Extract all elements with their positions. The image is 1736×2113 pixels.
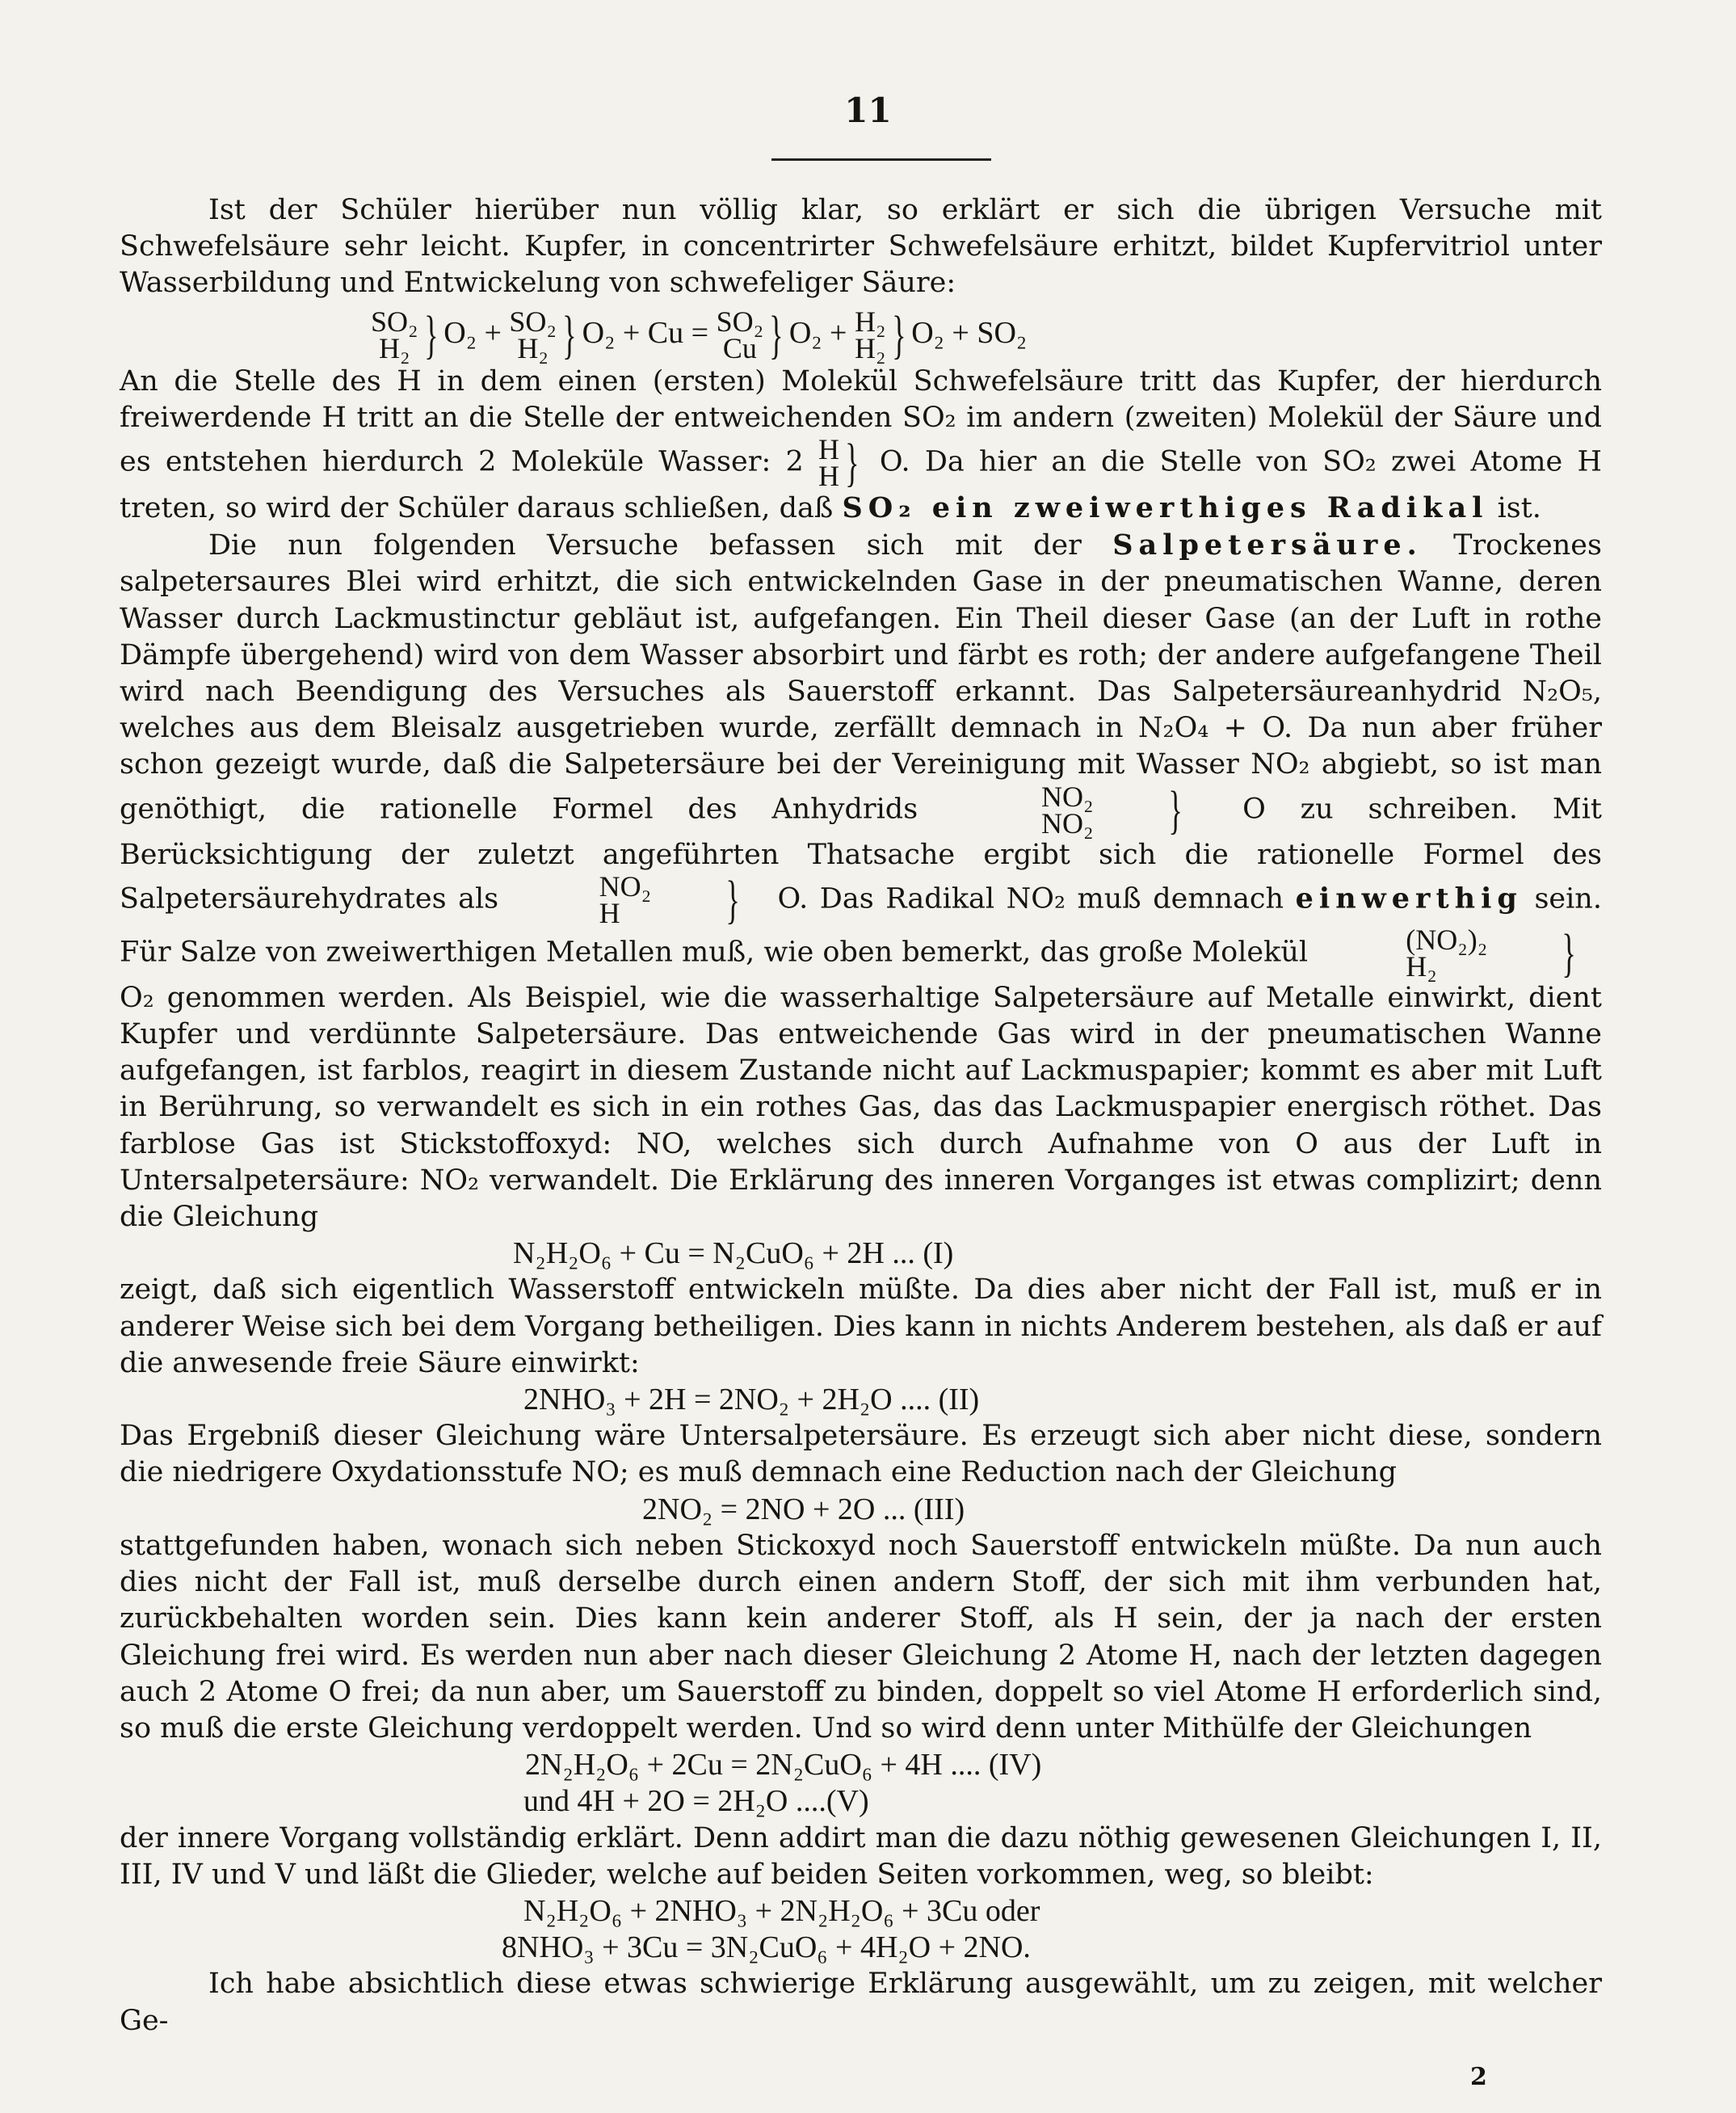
brace-icon: } <box>423 305 439 364</box>
equation-IV: 2N₂H₂O₆ + 2Cu = 2N₂CuO₆ + 4H .... (IV) <box>525 1748 1042 1783</box>
equation-sum-1: N₂H₂O₆ + 2NHO₃ + 2N₂H₂O₆ + 3Cu oder <box>523 1893 1040 1928</box>
formula-term-2: SO₂ H₂ <box>509 305 557 364</box>
brace-icon: } <box>725 869 741 929</box>
paragraph-nitric-acid: Die nun folgenden Versuche befassen sich mit der Salpetersäure. Trockenes salpetersaures Blei wird erhitzt, die sich entwickelnden Gase in der pneumatischen Wanne, deren Wasser durch Lackmustinctur gebläut ist, aufgefangen. Ein Theil dieser Gase (an der Luft in rothe Dämpfe übergehend) wird von dem Wasser absorbirt und färbt es roth; der andere aufgefangene Theil wird nach Beendigung des Versuches als Sauerstoff erkannt. Das Salpetersäureanhydrid N₂O₅, welches aus dem Bleisalz ausgetrieben wurde, zerfällt demnach in N₂O₄ + O. Da nun aber früher schon gezeigt wurde, daß die Salpetersäure bei der Vereinigung mit Wasser NO₂ abgiebt, so ist man genöthigt, die rationelle Formel des Anhydrids NO₂ NO₂ } O zu schreiben. Mit Berücksichtigung der zuletzt angeführten Thatsache ergibt sich die rationelle Formel des Salpetersäurehydrates als NO₂ H } O. Das Radikal NO₂ muß demnach einwerthig sein. Für Salze von zweiwerthigen Metallen muß, wie oben bemerkt, das große Molekül (NO₂)₂ H₂ } O₂ genommen werden. Als Beispiel, wie die wasserhaltige Salpetersäure auf Metalle einwirkt, dient Kupfer und verdünnte Salpetersäure. Das entweichende Gas wird in der pneumatischen Wanne aufgefangen, ist farblos, reagirt in diesem Zustande nicht auf Lackmuspapier; kommt es aber mit Luft in Berührung, so verwandelt es sich in ein rothes Gas, das das Lackmuspapier energisch röthet. Das farblose Gas ist Stickstoffoxyd: NO, welches sich durch Aufnahme von O aus der Luft in Untersalpetersäure: NO₂ verwandelt. Die Erklärung des inneren Vorganges ist etwas complizirt; denn die Gleichung <box>120 528 1602 1234</box>
formula-big-molecule: (NO₂)₂ H₂ <box>1406 923 1488 983</box>
paragraph-reduction: stattgefunden haben, wonach sich neben Stickoxyd noch Sauerstoff entwickeln müßte. Da nun auch dies nicht der Fall ist, muß derselbe durch einen andern Stoff, der sich mit ihm verbunden hat, zurückbehalten worden sein. Dies kann kein anderer Stoff, als H sein, der ja nach der ersten Gleichung frei wird. Es werden nun aber nach dieser Gleichung 2 Atome H, nach der letzten dagegen auch 2 Atome O frei; da nun aber, um Sauerstoff zu binden, doppelt so viel Atome H erforderlich sind, so muß die erste Gleichung verdoppelt werden. Und so wird denn unter Mithülfe der Gleichungen <box>120 1529 1602 1745</box>
paragraph-result: Das Ergebniß dieser Gleichung wäre Untersalpetersäure. Es erzeugt sich aber nicht diese, sondern die niedrigere Oxydationsstufe NO; es muß demnach eine Reduction nach der Gleichung <box>120 1420 1602 1489</box>
formula-term-1: SO₂ H₂ <box>371 305 418 364</box>
paragraph-closing: Ich habe absichtlich diese etwas schwierige Erklärung ausgewählt, um zu zeigen, mit welcher Ge- <box>120 1968 1602 2037</box>
formula-water: H H <box>818 433 839 493</box>
page-number: 11 <box>844 90 892 130</box>
paragraph-copper-explanation: An die Stelle des H in dem einen (ersten) Molekül Schwefelsäure tritt das Kupfer, der hierdurch freiwerdende H tritt an die Stelle der entweichenden SO₂ im andern (zweiten) Molekül der Säure und es entstehen hierdurch 2 Moleküle Wasser: 2 H H } O. Da hier an die Stelle von SO₂ zwei Atome H treten, so wird der Schüler daraus schließen, daß SO₂ ein zweiwerthiges Radikal ist. <box>120 364 1602 525</box>
formula-anhydride: NO₂ NO₂ <box>1041 780 1094 840</box>
equation-I: N₂H₂O₆ + Cu = N₂CuO₆ + 2H ... (I) <box>513 1236 954 1271</box>
formula-term-4: H₂ H₂ <box>854 305 886 364</box>
paragraph-sulfuric-intro: Ist der Schüler hierüber nun völlig klar, so erklärt er sich die übrigen Versuche mit Schwefelsäure sehr leicht. Kupfer, in concentrirter Schwefelsäure erhitzt, bildet Kupfervitriol unter Wasserbildung und Entwickelung von schwefeliger Säure: <box>120 194 1602 300</box>
paragraph-summary: der innere Vorgang vollständig erklärt. Denn addirt man die dazu nöthig gewesenen Gleichungen I, II, III, IV und V und läßt die Glieder, welche auf beiden Seiten vorkommen, weg, so bleibt: <box>120 1821 1602 1891</box>
equation-copper-sulfuric: SO₂ H₂ } O₂ + SO₂ H₂ } O₂ + Cu = SO₂ Cu } O₂ + H₂ H₂ } O₂ + SO₂ <box>371 305 1028 364</box>
signature-mark: 2 <box>1470 2063 1487 2091</box>
equation-II: 2NHO₃ + 2H = 2NO₂ + 2H₂O .... (II) <box>523 1383 980 1417</box>
brace-icon: } <box>1562 923 1577 983</box>
equation-III: 2NO₂ = 2NO + 2O ... (III) <box>642 1492 965 1526</box>
brace-icon: } <box>845 433 860 493</box>
page-body <box>120 192 1602 2039</box>
equation-V: und 4H + 2O = 2H₂O ....(V) <box>523 1784 869 1819</box>
brace-icon: } <box>562 305 577 364</box>
formula-hydrate: NO₂ H <box>599 869 652 929</box>
brace-icon: } <box>769 305 784 364</box>
brace-icon: } <box>1167 780 1183 840</box>
equation-sum-2: 8NHO₃ + 3Cu = 3N₂CuO₆ + 4H₂O + 2NO. <box>502 1930 1031 1965</box>
paragraph-hydrogen: zeigt, daß sich eigentlich Wasserstoff entwickeln müßte. Da dies aber nicht der Fall ist, muß er in anderer Weise sich bei dem Vorgang betheiligen. Dies kann in nichts Anderem bestehen, als daß er auf die anwesende freie Säure einwirkt: <box>120 1273 1602 1379</box>
brace-icon: } <box>891 305 906 364</box>
header-rule <box>771 158 991 161</box>
formula-term-3: SO₂ Cu <box>716 305 764 364</box>
